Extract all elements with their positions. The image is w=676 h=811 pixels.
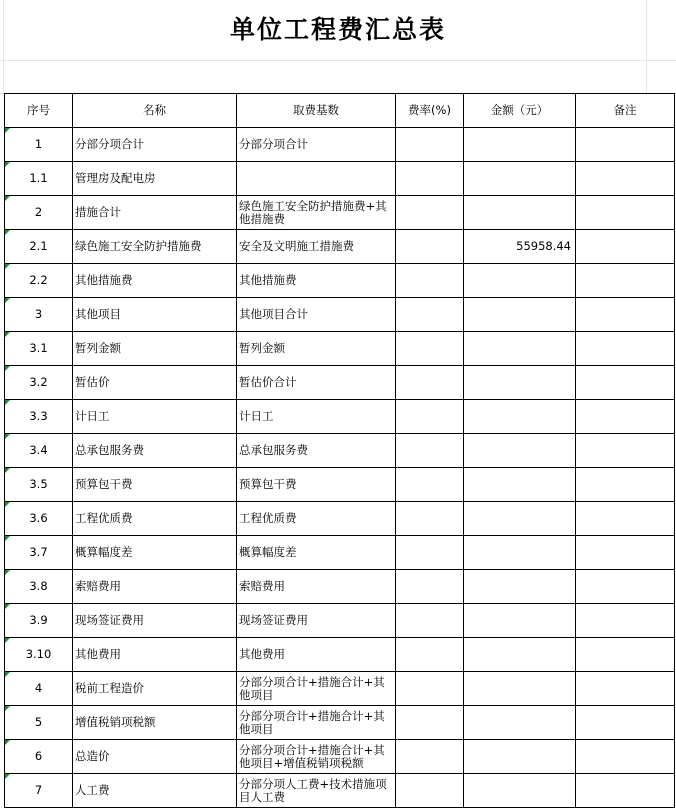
cell-name-text: 概算幅度差 — [75, 545, 133, 559]
cell-no-text: 3.9 — [29, 613, 48, 627]
cell-base-text: 分部分项合计+措施合计+其他项目 — [239, 708, 385, 736]
cell-no-text: 3.10 — [25, 647, 52, 661]
cell-marker-icon — [5, 366, 10, 371]
cell-remark[interactable] — [576, 638, 675, 672]
header-base[interactable]: 取费基数 — [237, 94, 396, 128]
cell-name-text: 总承包服务费 — [75, 443, 144, 457]
cell-no-text: 2.2 — [29, 273, 48, 287]
cell-amount[interactable] — [464, 298, 576, 332]
cell-rate[interactable] — [396, 332, 464, 366]
table-row — [5, 638, 675, 672]
cell-amount[interactable] — [464, 230, 576, 264]
cell-no[interactable] — [5, 570, 73, 604]
table-row — [5, 128, 675, 162]
cell-rate[interactable] — [396, 672, 464, 706]
cell-name[interactable] — [73, 672, 237, 706]
cell-base[interactable] — [237, 128, 396, 162]
cell-name-text: 现场签证费用 — [75, 613, 144, 627]
cell-marker-icon — [5, 604, 10, 609]
cell-rate[interactable] — [396, 162, 464, 196]
cell-base[interactable] — [237, 196, 396, 230]
cell-marker-icon — [5, 638, 10, 643]
cell-marker-icon — [5, 468, 10, 473]
table-row — [5, 706, 675, 740]
cell-remark[interactable] — [576, 468, 675, 502]
cell-name[interactable] — [73, 400, 237, 434]
cell-amount[interactable] — [464, 570, 576, 604]
cell-remark[interactable] — [576, 162, 675, 196]
cell-marker-icon — [5, 230, 10, 235]
cell-name-text: 人工费 — [75, 783, 110, 797]
cell-marker-icon — [5, 400, 10, 405]
cell-marker-icon — [5, 434, 10, 439]
cell-name-text: 预算包干费 — [75, 477, 133, 491]
cell-base[interactable] — [237, 230, 396, 264]
cell-remark[interactable] — [576, 740, 675, 774]
cell-no[interactable] — [5, 502, 73, 536]
header-amount[interactable]: 金额（元） — [464, 94, 576, 128]
cell-base[interactable] — [237, 706, 396, 740]
cell-base-text: 其他项目合计 — [239, 307, 308, 321]
cell-name-text: 分部分项合计 — [75, 137, 144, 151]
cell-no-text: 3 — [34, 307, 43, 321]
cell-no[interactable] — [5, 672, 73, 706]
cell-name[interactable] — [73, 774, 237, 808]
cell-name[interactable] — [73, 706, 237, 740]
cell-base-text: 其他费用 — [239, 647, 285, 661]
table-row — [5, 604, 675, 638]
page-title: 单位工程费汇总表 — [229, 15, 446, 44]
cell-name[interactable] — [73, 604, 237, 638]
table-header-row — [5, 94, 675, 128]
cell-amount[interactable] — [464, 706, 576, 740]
cell-amount[interactable] — [464, 604, 576, 638]
cell-base-text: 现场签证费用 — [239, 613, 308, 627]
cell-amount[interactable] — [464, 162, 576, 196]
cell-name[interactable] — [73, 162, 237, 196]
cell-amount[interactable] — [464, 774, 576, 808]
cell-base[interactable] — [237, 298, 396, 332]
cell-marker-icon — [5, 298, 10, 303]
cell-amount[interactable] — [464, 196, 576, 230]
cell-amount[interactable] — [464, 332, 576, 366]
table-row — [5, 468, 675, 502]
cell-rate[interactable] — [396, 434, 464, 468]
cell-base-text: 其他措施费 — [239, 273, 297, 287]
cell-no[interactable] — [5, 366, 73, 400]
cell-marker-icon — [5, 740, 10, 745]
cell-base[interactable] — [237, 672, 396, 706]
cell-base-text: 总承包服务费 — [239, 443, 308, 457]
cell-base[interactable] — [237, 638, 396, 672]
cell-no-text: 3.2 — [29, 375, 48, 389]
cell-marker-icon — [5, 502, 10, 507]
cell-marker-icon — [5, 672, 10, 677]
cell-no[interactable] — [5, 230, 73, 264]
cell-amount[interactable] — [464, 400, 576, 434]
cell-remark[interactable] — [576, 434, 675, 468]
cell-amount[interactable] — [464, 672, 576, 706]
cell-rate[interactable] — [396, 230, 464, 264]
cell-name[interactable] — [73, 638, 237, 672]
cell-marker-icon — [5, 536, 10, 541]
header-name[interactable]: 名称 — [73, 94, 237, 128]
cell-base[interactable] — [237, 434, 396, 468]
cell-remark[interactable] — [576, 502, 675, 536]
cell-rate[interactable] — [396, 774, 464, 808]
cell-base[interactable] — [237, 604, 396, 638]
cell-remark[interactable] — [576, 774, 675, 808]
cell-rate[interactable] — [396, 128, 464, 162]
cell-remark[interactable] — [576, 332, 675, 366]
cell-rate[interactable] — [396, 298, 464, 332]
cell-amount[interactable] — [464, 128, 576, 162]
cell-rate[interactable] — [396, 400, 464, 434]
cell-name[interactable] — [73, 264, 237, 298]
cell-remark[interactable] — [576, 298, 675, 332]
cell-base-text: 概算幅度差 — [239, 545, 297, 559]
table-row — [5, 774, 675, 808]
header-no[interactable]: 序号 — [5, 94, 73, 128]
table-row — [5, 502, 675, 536]
cell-amount[interactable] — [464, 638, 576, 672]
cell-name[interactable] — [73, 570, 237, 604]
cell-name-text: 暂列金额 — [75, 341, 121, 355]
cell-remark[interactable] — [576, 230, 675, 264]
cell-no-text: 3.5 — [29, 477, 48, 491]
cell-no[interactable] — [5, 264, 73, 298]
table-row — [5, 332, 675, 366]
cell-base-text: 暂列金额 — [239, 341, 285, 355]
cell-name[interactable] — [73, 740, 237, 774]
cell-base-text: 计日工 — [239, 409, 274, 423]
cell-base-text: 索赔费用 — [239, 579, 285, 593]
table-row — [5, 400, 675, 434]
cell-base[interactable] — [237, 570, 396, 604]
cell-rate[interactable] — [396, 502, 464, 536]
cell-name[interactable] — [73, 434, 237, 468]
cell-no-text: 3.7 — [29, 545, 48, 559]
cell-name-text: 措施合计 — [75, 205, 121, 219]
cell-amount-text: 55958.44 — [516, 239, 571, 253]
cell-no[interactable] — [5, 196, 73, 230]
cell-base[interactable] — [237, 332, 396, 366]
cell-marker-icon — [5, 570, 10, 575]
cell-rate[interactable] — [396, 468, 464, 502]
cell-no[interactable] — [5, 128, 73, 162]
cell-no-text: 7 — [34, 783, 43, 797]
cell-no-text: 3.6 — [29, 511, 48, 525]
cell-marker-icon — [5, 264, 10, 269]
cell-no-text: 3.3 — [29, 409, 48, 423]
cell-base-text: 暂估价合计 — [239, 375, 297, 389]
cell-name[interactable] — [73, 128, 237, 162]
cell-name-text: 管理房及配电房 — [75, 171, 156, 185]
summary-table — [4, 93, 675, 808]
cell-no-text: 3.1 — [29, 341, 48, 355]
cell-name-text: 其他项目 — [75, 307, 121, 321]
cell-name[interactable] — [73, 196, 237, 230]
table-row — [5, 536, 675, 570]
table-row — [5, 740, 675, 774]
cell-amount[interactable] — [464, 366, 576, 400]
table-body — [5, 128, 675, 808]
cell-remark[interactable] — [576, 570, 675, 604]
cell-marker-icon — [5, 706, 10, 711]
cell-name-text: 增值税销项税额 — [75, 715, 156, 729]
header-rate[interactable]: 费率(%) — [396, 94, 464, 128]
cell-base-text: 分部分项人工费+技术措施项目人工费 — [239, 776, 387, 804]
cell-base-text: 分部分项合计+措施合计+其他项目 — [239, 674, 385, 702]
cell-no[interactable] — [5, 774, 73, 808]
cell-no[interactable] — [5, 468, 73, 502]
cell-no-text: 3.4 — [29, 443, 48, 457]
cell-name[interactable] — [73, 366, 237, 400]
cell-base[interactable] — [237, 502, 396, 536]
cell-no[interactable] — [5, 740, 73, 774]
cell-base[interactable] — [237, 774, 396, 808]
cell-name-text: 其他措施费 — [75, 273, 133, 287]
cell-name-text: 计日工 — [75, 409, 110, 423]
cell-rate[interactable] — [396, 706, 464, 740]
cell-rate[interactable] — [396, 638, 464, 672]
cell-no-text: 6 — [34, 749, 43, 763]
cell-no-text: 5 — [34, 715, 43, 729]
cell-marker-icon — [5, 774, 10, 779]
cell-base[interactable] — [237, 264, 396, 298]
cell-no[interactable] — [5, 162, 73, 196]
cell-base-text: 分部分项合计 — [239, 137, 308, 151]
cell-remark[interactable] — [576, 400, 675, 434]
cell-base[interactable] — [237, 468, 396, 502]
table-row — [5, 570, 675, 604]
cell-no[interactable] — [5, 434, 73, 468]
cell-no-text: 4 — [34, 681, 43, 695]
cell-name-text: 其他费用 — [75, 647, 121, 661]
cell-base-text: 分部分项合计+措施合计+其他项目+增值税销项税额 — [239, 742, 385, 770]
cell-no[interactable] — [5, 604, 73, 638]
cell-base[interactable] — [237, 400, 396, 434]
cell-no[interactable] — [5, 400, 73, 434]
cell-no-text: 1.1 — [29, 171, 48, 185]
cell-no[interactable] — [5, 706, 73, 740]
cell-remark[interactable] — [576, 536, 675, 570]
cell-name-text: 税前工程造价 — [75, 681, 144, 695]
cell-base[interactable] — [237, 162, 396, 196]
cell-rate[interactable] — [396, 366, 464, 400]
cell-no[interactable] — [5, 638, 73, 672]
cell-no-text: 3.8 — [29, 579, 48, 593]
cell-amount[interactable] — [464, 434, 576, 468]
cell-rate[interactable] — [396, 264, 464, 298]
table-row — [5, 162, 675, 196]
cell-no[interactable] — [5, 298, 73, 332]
table-row — [5, 264, 675, 298]
cell-remark[interactable] — [576, 196, 675, 230]
cell-name-text: 暂估价 — [75, 375, 110, 389]
table-row — [5, 434, 675, 468]
cell-rate[interactable] — [396, 740, 464, 774]
cell-name-text: 工程优质费 — [75, 511, 133, 525]
cell-name[interactable] — [73, 298, 237, 332]
cell-marker-icon — [5, 196, 10, 201]
table-row — [5, 196, 675, 230]
cell-marker-icon — [5, 162, 10, 167]
table-row — [5, 672, 675, 706]
cell-amount[interactable] — [464, 740, 576, 774]
cell-base-text: 安全及文明施工措施费 — [239, 239, 354, 253]
cell-no-text: 2.1 — [29, 239, 48, 253]
cell-remark[interactable] — [576, 672, 675, 706]
cell-name-text: 绿色施工安全防护措施费 — [75, 239, 202, 253]
cell-base[interactable] — [237, 366, 396, 400]
cell-name[interactable] — [73, 468, 237, 502]
cell-amount[interactable] — [464, 502, 576, 536]
cell-base[interactable] — [237, 740, 396, 774]
cell-amount[interactable] — [464, 264, 576, 298]
cell-base[interactable] — [237, 536, 396, 570]
cell-base-text: 绿色施工安全防护措施费+其他措施费 — [239, 198, 387, 226]
cell-base-text: 工程优质费 — [239, 511, 297, 525]
cell-no-text: 1 — [34, 137, 43, 151]
cell-remark[interactable] — [576, 264, 675, 298]
cell-rate[interactable] — [396, 570, 464, 604]
header-remark[interactable]: 备注 — [576, 94, 675, 128]
cell-name[interactable] — [73, 536, 237, 570]
cell-name[interactable] — [73, 332, 237, 366]
cell-remark[interactable] — [576, 706, 675, 740]
cell-no[interactable] — [5, 536, 73, 570]
cell-rate[interactable] — [396, 536, 464, 570]
cell-no[interactable] — [5, 332, 73, 366]
table-row — [5, 298, 675, 332]
cell-rate[interactable] — [396, 196, 464, 230]
cell-remark[interactable] — [576, 128, 675, 162]
cell-name-text: 总造价 — [75, 749, 110, 763]
cell-base-text: 预算包干费 — [239, 477, 297, 491]
cell-remark[interactable] — [576, 366, 675, 400]
cell-amount[interactable] — [464, 468, 576, 502]
cell-amount[interactable] — [464, 536, 576, 570]
cell-marker-icon — [5, 128, 10, 133]
cell-name[interactable] — [73, 502, 237, 536]
cell-no-text: 2 — [34, 205, 43, 219]
table-row — [5, 366, 675, 400]
cell-name-text: 索赔费用 — [75, 579, 121, 593]
cell-remark[interactable] — [576, 604, 675, 638]
cell-rate[interactable] — [396, 604, 464, 638]
cell-name[interactable] — [73, 230, 237, 264]
table-row — [5, 230, 675, 264]
cell-marker-icon — [5, 332, 10, 337]
